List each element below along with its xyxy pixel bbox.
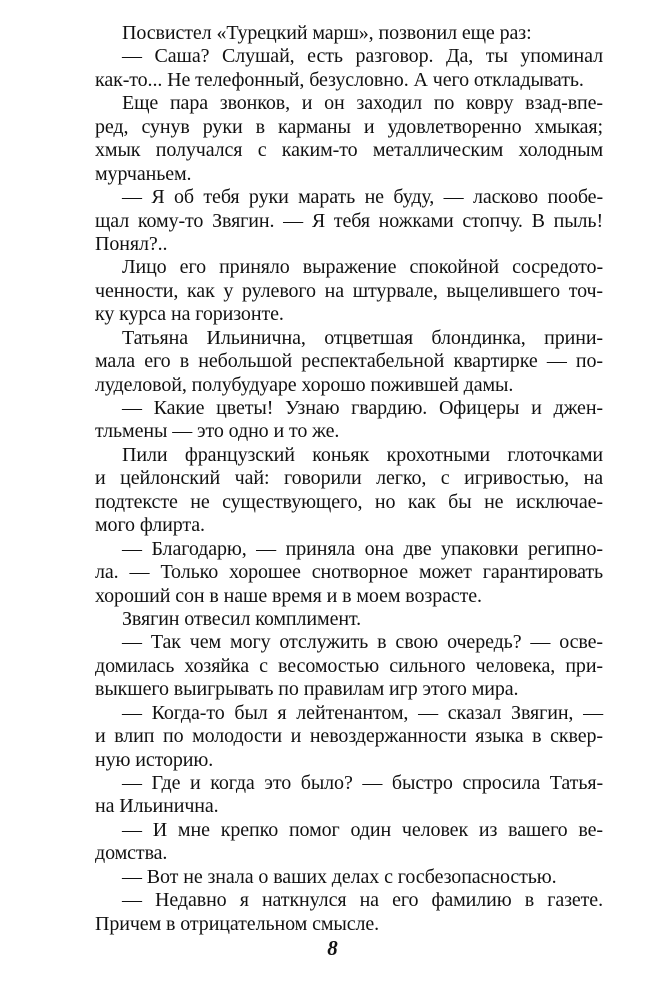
text-line: — Саша? Слушай, есть разговор. Да, ты упоминал <box>122 45 603 68</box>
text-line: — Где и когда это было? — быстро спросила Татья- <box>122 772 603 794</box>
text-line: Пили французский коньяк крохотными глоточками <box>122 443 603 466</box>
text-line: мала его в небольшой респектабельной квартирке — по- <box>95 350 603 373</box>
text-line: Лицо его приняло выражение спокойной сосредото- <box>122 256 603 279</box>
page-number: 8 <box>327 936 338 960</box>
text-line: домилась хозяйка с весомостью сильного человека, при- <box>95 654 603 677</box>
text-line: — Какие цветы! Узнаю гвардию. Офицеры и джен- <box>122 397 603 419</box>
text-line: — Вот не знала о ваших делах с госбезопасностью. <box>122 865 557 888</box>
text-line: домства. <box>95 842 168 865</box>
text-line: Звягин отвесил комплимент. <box>122 607 361 630</box>
text-line: — Недавно я наткнулся на его фамилию в газете. <box>122 889 603 912</box>
text-line: — И мне крепко помог один человек из вашего ве- <box>122 818 603 841</box>
text-line: — Когда-то был я лейтенантом, — сказал Звягин, — <box>122 701 603 724</box>
text-line: ку курса на горизонте. <box>95 303 284 326</box>
text-line: — Так чем могу отслужить в свою очередь? — осве- <box>122 631 603 654</box>
text-line: хмык получался с каким-то металлическим холодным <box>95 139 603 162</box>
text-line: тльмены — это одно и то же. <box>95 420 340 443</box>
text-line: и цейлонский чай: говорили легко, с игривостью, на <box>95 467 603 490</box>
text-line: Татьяна Ильинична, отцветшая блондинка, прини- <box>122 326 603 349</box>
text-line: хороший сон в наше время и в моем возрасте. <box>95 584 482 607</box>
text-line: выкшего выигрывать по правилам игр этого мира. <box>95 678 519 701</box>
text-line: на Ильинична. <box>95 795 219 818</box>
text-line: щал кому-то Звягин. — Я тебя ножками стопчу. В пыль! <box>95 209 603 232</box>
text-line: луделовой, полубудуаре хорошо пожившей дамы. <box>95 373 514 396</box>
text-line: ную историю. <box>95 748 214 771</box>
text-line: ченности, как у рулевого на штурвале, выцелившего точ- <box>95 279 603 302</box>
text-line: Понял?.. <box>95 232 168 255</box>
text-line: Еще пара звонков, и он заходил по ковру взад-впе- <box>122 92 603 115</box>
text-line: Посвистел «Турецкий марш», позвонил еще раз: <box>122 22 532 44</box>
text-line: как-то... Не телефонный, безусловно. А чего откладывать. <box>95 68 584 91</box>
text-line: мого флирта. <box>95 514 205 537</box>
text-line: Причем в отрицательном смысле. <box>95 912 380 935</box>
text-line: подтексте не существующего, но как бы не исключае- <box>95 490 603 513</box>
text-line: ред, сунув руки в карманы и удовлетворенно хмыкая; <box>95 115 603 138</box>
book-page-text <box>95 22 603 936</box>
text-line: — Я об тебя руки марать не буду, — ласково пообе- <box>122 186 603 209</box>
text-line: и влип по молодости и невоздержанности языка в сквер- <box>95 725 603 748</box>
text-line: ла. — Только хорошее снотворное может гарантировать <box>95 561 603 584</box>
text-line: — Благодарю, — приняла она две упаковки регипно- <box>122 537 603 560</box>
text-line: мурчаньем. <box>95 162 192 185</box>
